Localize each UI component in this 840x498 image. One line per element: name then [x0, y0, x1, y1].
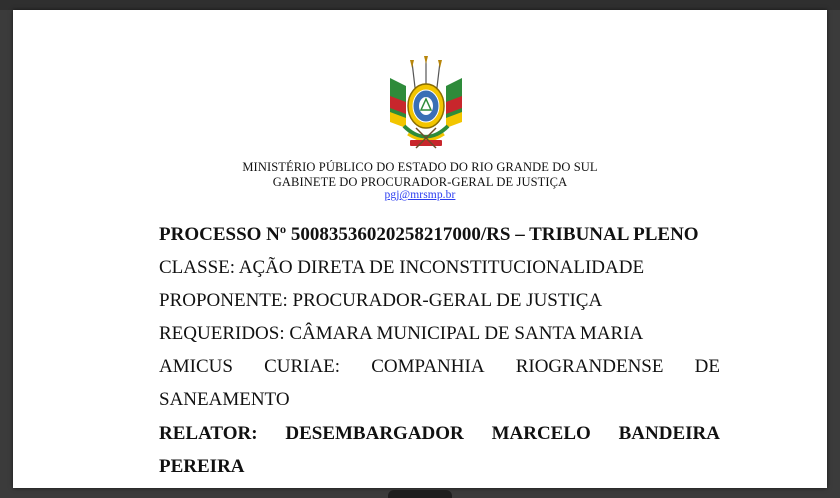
- header-email-link[interactable]: pgj@mrsmp.br: [384, 189, 456, 201]
- flag-left: [390, 78, 406, 128]
- relator-line: [159, 423, 720, 445]
- relator-continuation: PEREIRA: [159, 456, 245, 477]
- header-office: GABINETE DO PROCURADOR-GERAL DE JUSTIÇA: [272, 175, 568, 189]
- relator-word: RELATOR:: [159, 423, 258, 444]
- relator-word: DESEMBARGADOR: [285, 423, 464, 444]
- classe-line: CLASSE: AÇÃO DIRETA DE INCONSTITUCIONALIDADE: [159, 257, 645, 278]
- viewer-bottom-handle[interactable]: [388, 490, 452, 498]
- amicus-word: CURIAE:: [264, 356, 341, 377]
- relator-word: BANDEIRA: [618, 423, 720, 444]
- viewer-top-bar: [0, 0, 840, 10]
- processo-line: PROCESSO Nº 50083536020258217000/RS – TRIBUNAL PLENO: [159, 224, 699, 245]
- amicus-word: DE: [694, 356, 720, 377]
- amicus-word: COMPANHIA: [371, 356, 485, 377]
- coat-of-arms-icon: [386, 56, 466, 152]
- flag-right: [446, 78, 462, 128]
- amicus-word: RIOGRANDENSE: [515, 356, 664, 377]
- amicus-line: [159, 356, 720, 378]
- amicus-word: AMICUS: [159, 356, 233, 377]
- relator-word: MARCELO: [491, 423, 591, 444]
- amicus-continuation: SANEAMENTO: [159, 389, 290, 410]
- requeridos-line: REQUERIDOS: CÂMARA MUNICIPAL DE SANTA MARIA: [159, 323, 644, 344]
- proponente-line: PROPONENTE: PROCURADOR-GERAL DE JUSTIÇA: [159, 290, 603, 311]
- header-institution: MINISTÉRIO PÚBLICO DO ESTADO DO RIO GRANDE DO SUL: [242, 160, 598, 174]
